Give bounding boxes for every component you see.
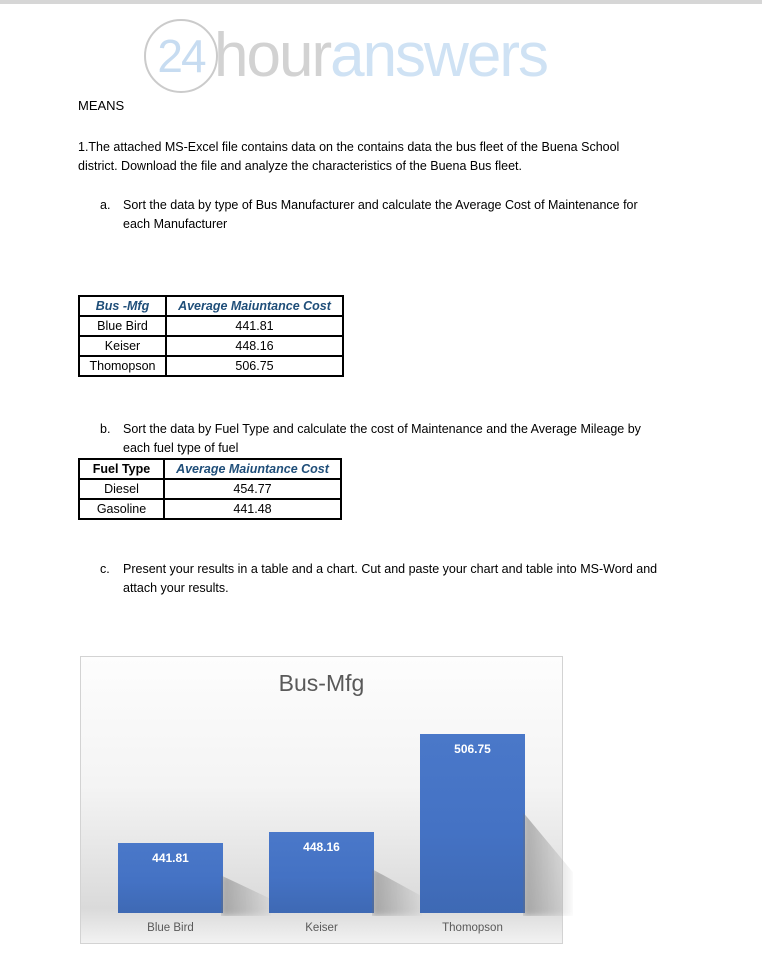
bus-mfg-name: Keiser — [79, 336, 166, 356]
heading-means: MEANS — [78, 98, 125, 113]
bus-mfg-cost: 441.81 — [166, 316, 343, 336]
bar-data-label: 441.81 — [152, 851, 189, 865]
bus-mfg-header-col2: Average Maiuntance Cost — [166, 296, 343, 316]
bar-shadow — [372, 869, 422, 916]
bar-thomopson — [420, 734, 525, 913]
fuel-name: Diesel — [79, 479, 164, 499]
logo-24houranswers — [144, 17, 547, 95]
table-row — [79, 336, 343, 356]
fuel-header-col1: Fuel Type — [79, 459, 164, 479]
table-row — [79, 316, 343, 336]
bar-shadow — [523, 812, 573, 916]
chart-plot-area — [81, 657, 562, 913]
table-header-row — [79, 296, 343, 316]
bus-mfg-header-col1: Bus -Mfg — [79, 296, 166, 316]
bar-blue-bird — [118, 843, 223, 913]
fuel-type-table — [78, 458, 342, 520]
intro-paragraph: 1.The attached MS-Excel file contains data on the contains data the bus fleet of the Buena School district. Download the file and analyze the characteristics of the Buena Bus fleet. — [78, 140, 620, 173]
list-marker-b: b. — [100, 422, 111, 436]
logo-number: 24 — [157, 30, 205, 82]
fuel-cost: 454.77 — [164, 479, 341, 499]
bus-mfg-cost: 506.75 — [166, 356, 343, 376]
bus-mfg-bar-chart — [80, 656, 563, 944]
list-item-b — [100, 420, 643, 458]
table-row — [79, 499, 341, 519]
fuel-header-col2: Average Maiuntance Cost — [164, 459, 341, 479]
list-text-c: Present your results in a table and a chart. Cut and paste your chart and table into MS-Word and attach your results. — [123, 562, 658, 595]
category-label: Keiser — [305, 922, 338, 934]
bus-mfg-cost: 448.16 — [166, 336, 343, 356]
category-label: Blue Bird — [147, 922, 194, 934]
bus-mfg-name: Blue Bird — [79, 316, 166, 336]
chart-category-axis — [81, 913, 562, 943]
fuel-cost: 441.48 — [164, 499, 341, 519]
list-text-b: Sort the data by Fuel Type and calculate the cost of Maintenance and the Average Mileage by each fuel type of fuel — [123, 422, 641, 455]
table-row — [79, 356, 343, 376]
list-marker-c: c. — [100, 562, 110, 576]
category-label: Thomopson — [442, 922, 503, 934]
bar-shadow — [221, 875, 271, 916]
logo-circle — [144, 19, 218, 93]
chart-title: Bus-Mfg — [278, 670, 365, 696]
logo-word-hour: hour — [214, 21, 331, 90]
list-text-a: Sort the data by type of Bus Manufacturer and calculate the Average Cost of Maintenance for each Manufacturer — [123, 198, 638, 231]
table-row — [79, 479, 341, 499]
fuel-name: Gasoline — [79, 499, 164, 519]
table-header-row — [79, 459, 341, 479]
list-item-c — [100, 560, 690, 598]
bar-data-label: 506.75 — [454, 742, 491, 756]
page-top-border — [0, 0, 762, 4]
logo-word-answers: answers — [330, 21, 547, 90]
bus-mfg-table — [78, 295, 344, 377]
list-marker-a: a. — [100, 198, 111, 212]
list-item-a — [100, 196, 643, 234]
bus-mfg-name: Thomopson — [79, 356, 166, 376]
bar-data-label: 448.16 — [303, 840, 340, 854]
bar-keiser — [269, 832, 374, 913]
